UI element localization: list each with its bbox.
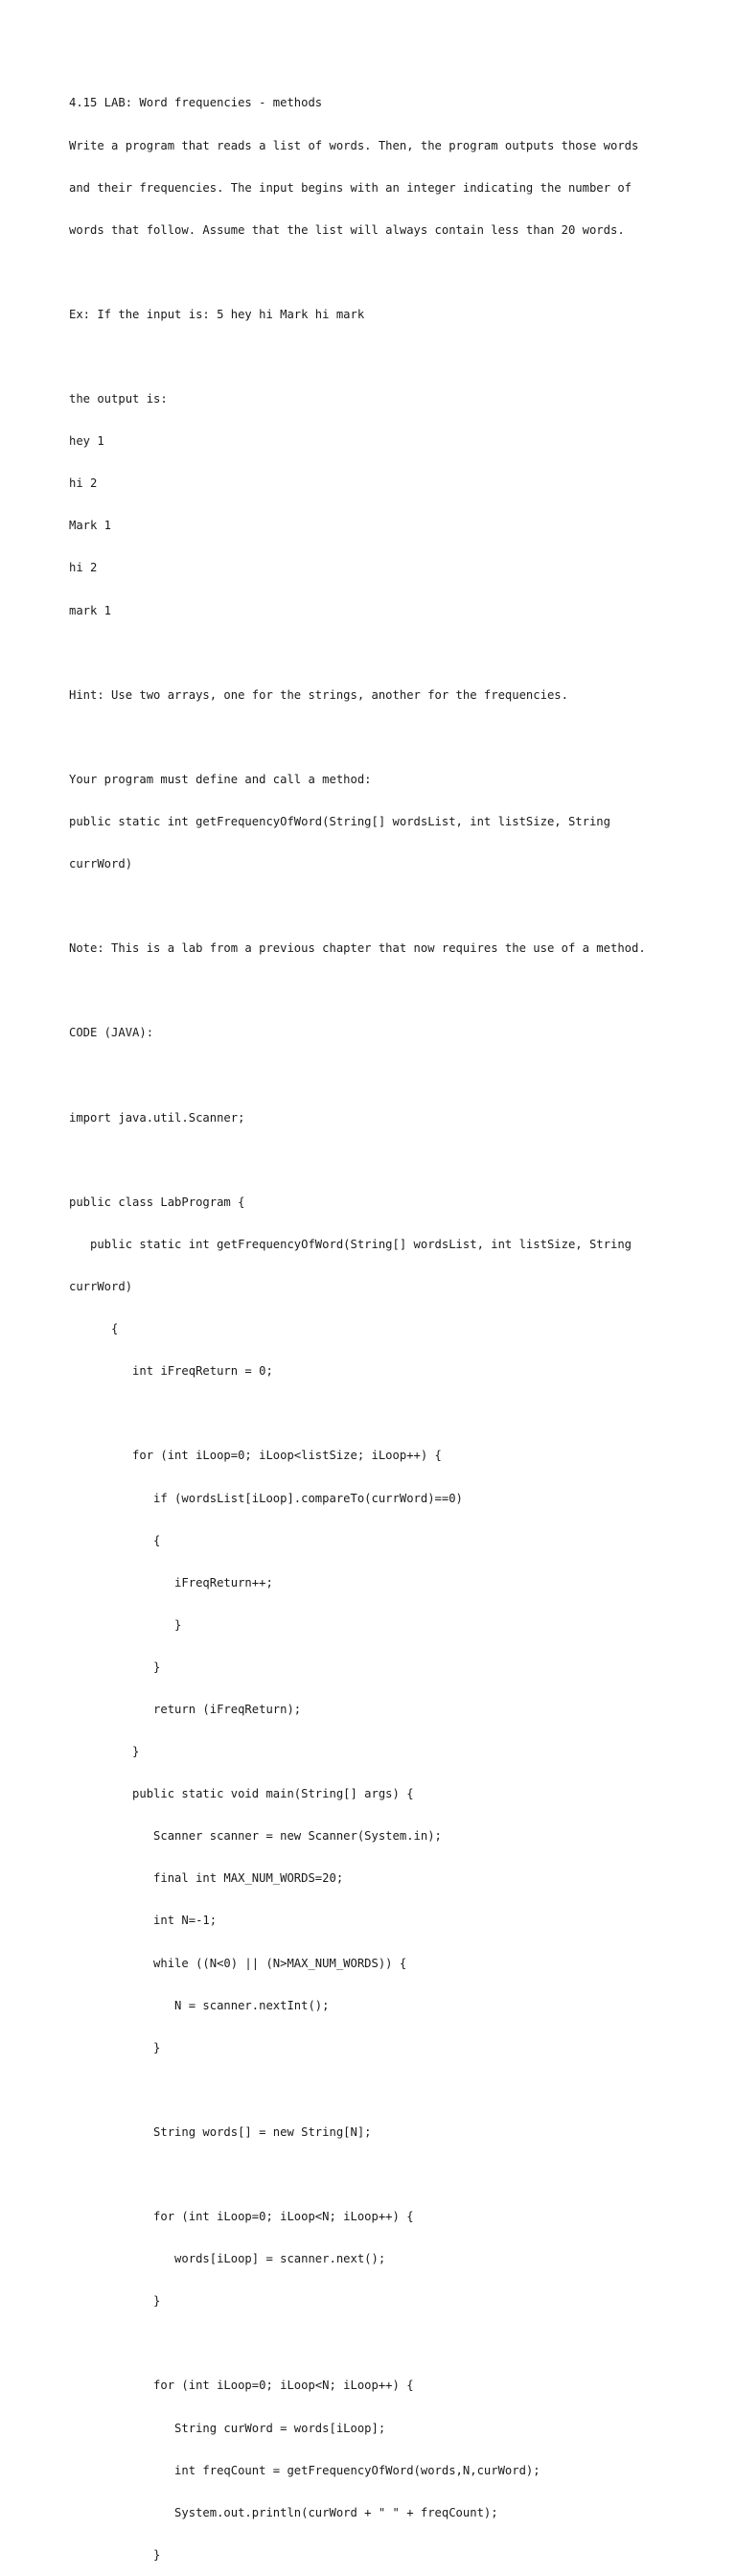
output-line: hey 1 [69,434,104,449]
blank-line [69,1153,721,1168]
hint-line: Hint: Use two arrays, one for the strings, another for the frequencies. [69,687,568,702]
text-line: Write a program that reads a list of words. Then, the program outputs those words [69,138,639,152]
blank-line [69,2336,721,2351]
blank-line [69,350,721,364]
code-line: final int MAX_NUM_WORDS=20; [69,1871,344,1886]
code-line: while ((N<0) || (N>MAX_NUM_WORDS)) { [69,1956,407,1970]
text-line: Your program must define and call a method: [69,772,372,786]
code-line: for (int iLoop=0; iLoop<N; iLoop++) { [69,2379,414,2393]
blank-line [69,731,721,745]
text-line: words that follow. Assume that the list will always contain less than 20 words. [69,222,625,237]
code-line: currWord) [69,1280,133,1294]
code-line: words[iLoop] = scanner.next(); [69,2252,386,2266]
output-line: mark 1 [69,603,112,617]
code-line: System.out.println(curWord + " " + freqCount); [69,2505,498,2519]
code-line: } [69,1745,140,1759]
code-line: } [69,2040,161,2054]
code-line: int iFreqReturn = 0; [69,1364,273,1379]
blank-line [69,1406,721,1421]
output-heading-line: the output is: [69,392,168,406]
code-line: int freqCount = getFrequencyOfWord(words,N,curWord); [69,2463,540,2477]
note-line: Note: This is a lab from a previous chapter that now requires the use of a method. [69,941,646,956]
blank-line [69,899,721,914]
code-line: String words[] = new String[N]; [69,2124,372,2139]
code-line: String curWord = words[iLoop]; [69,2421,386,2435]
code-line: iFreqReturn++; [69,1575,273,1590]
blank-line [69,266,721,280]
code-line: N = scanner.nextInt(); [69,1998,330,2012]
method-signature-line: currWord) [69,857,133,871]
code-line: } [69,1617,182,1632]
code-heading-line: CODE (JAVA): [69,1026,154,1040]
code-line: { [69,1322,119,1336]
output-line: Mark 1 [69,519,112,533]
code-line: public class LabProgram { [69,1195,245,1209]
code-line: if (wordsList[iLoop].compareTo(currWord)==0) [69,1491,463,1505]
blank-line [69,984,721,998]
method-signature-line: public static int getFrequencyOfWord(String[] wordsList, int listSize, String [69,815,610,828]
code-line: { [69,1533,161,1547]
code-line: for (int iLoop=0; iLoop<N; iLoop++) { [69,2210,414,2224]
code-line: return (iFreqReturn); [69,1702,302,1716]
document-page [69,68,721,2576]
blank-line [69,2083,721,2098]
code-line: } [69,1659,161,1674]
title-line: 4.15 LAB: Word frequencies - methods [69,96,323,110]
example-input-line: Ex: If the input is: 5 hey hi Mark hi mark [69,307,365,321]
code-line: } [69,2294,161,2309]
output-line: hi 2 [69,476,98,491]
code-line: for (int iLoop=0; iLoop<listSize; iLoop++) { [69,1449,442,1463]
blank-line [69,646,721,661]
blank-line [69,2168,721,2182]
text-line: and their frequencies. The input begins with an integer indicating the number of [69,180,632,195]
code-line: public static void main(String[] args) { [69,1787,414,1801]
output-line: hi 2 [69,561,98,575]
code-line: int N=-1; [69,1914,218,1928]
blank-line [69,1069,721,1083]
code-line: public static int getFrequencyOfWord(String[] wordsList, int listSize, String [69,1237,632,1251]
code-line: } [69,2547,161,2562]
code-line: Scanner scanner = new Scanner(System.in); [69,1829,442,1844]
code-line: import java.util.Scanner; [69,1110,245,1125]
